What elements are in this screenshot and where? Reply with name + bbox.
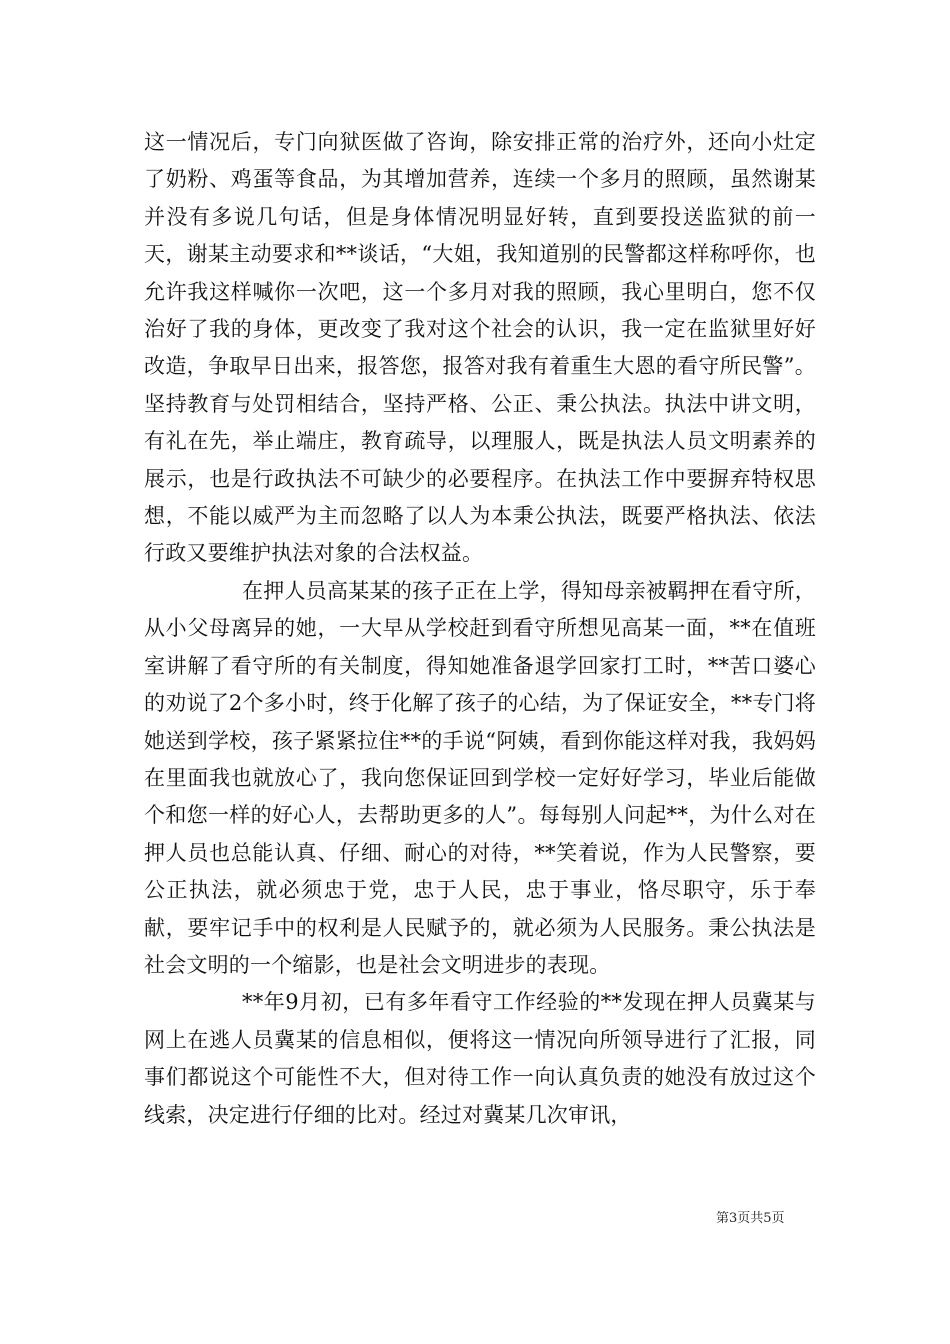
paragraph-1: 这一情况后，专门向狱医做了咨询，除安排正常的治疗外，还向小灶定了奶粉、鸡蛋等食品，为其增加营养，连续一个多月的照顾，虽然谢某并没有多说几句话，但是身体情况明显好转，直到要投送监狱的前一天，谢某主动要求和**谈话，“大姐，我知道别的民警都这样称呼你，也允许我这样喊你一次吧，这一个多月对我的照顾，我心里明白，您不仅治好了我的身体，更改变了我对这个社会的认识，我一定在监狱里好好改造，争取早日出来，报答您，报答对我有着重生大恩的看守所民警”。坚持教育与处罚相结合，坚持严格、公正、秉公执法。执法中讲文明，有礼在先，举止端庄，教育疏导，以理服人，既是执法人员文明素养的展示，也是行政执法不可缺少的必要程序。在执法工作中要摒弃特权思想，不能以威严为主而忽略了以人为本秉公执法，既要严格执法、依法行政又要维护执法对象的合法权益。 <box>144 130 816 566</box>
paragraph-2: 在押人员高某某的孩子正在上学，得知母亲被羁押在看守所，从小父母离异的她，一大早从学校赶到看守所想见高某一面，**在值班室讲解了看守所的有关制度，得知她准备退学回家打工时，**苦口婆心的劝说了2个多小时，终于化解了孩子的心结，为了保证安全，**专门将她送到学校，孩子紧紧拉住**的手说“阿姨，看到你能这样对我，我妈妈在里面我也就放心了，我向您保证回到学校一定好好学习，毕业后能做个和您一样的好心人，去帮助更多的人”。每每别人问起**，为什么对在押人员也总能认真、仔细、耐心的对待，**笑着说，作为人民警察，要公正执法，就必须忠于党，忠于人民，忠于事业，恪尽职守，乐于奉献，要牢记手中的权利是人民赋予的，就必须为人民服务。秉公执法是社会文明的一个缩影，也是社会文明进步的表现。 <box>144 578 816 977</box>
page-number-footer: 第3页共5页 <box>716 1211 785 1226</box>
paragraph-3: **年9月初，已有多年看守工作经验的**发现在押人员冀某与网上在逃人员冀某的信息相似，便将这一情况向所领导进行了汇报，同事们都说这个可能性不大，但对待工作一向认真负责的她没有放过这个线索，决定进行仔细的比对。经过对冀某几次审讯， <box>144 990 816 1127</box>
document-body <box>144 124 816 1134</box>
